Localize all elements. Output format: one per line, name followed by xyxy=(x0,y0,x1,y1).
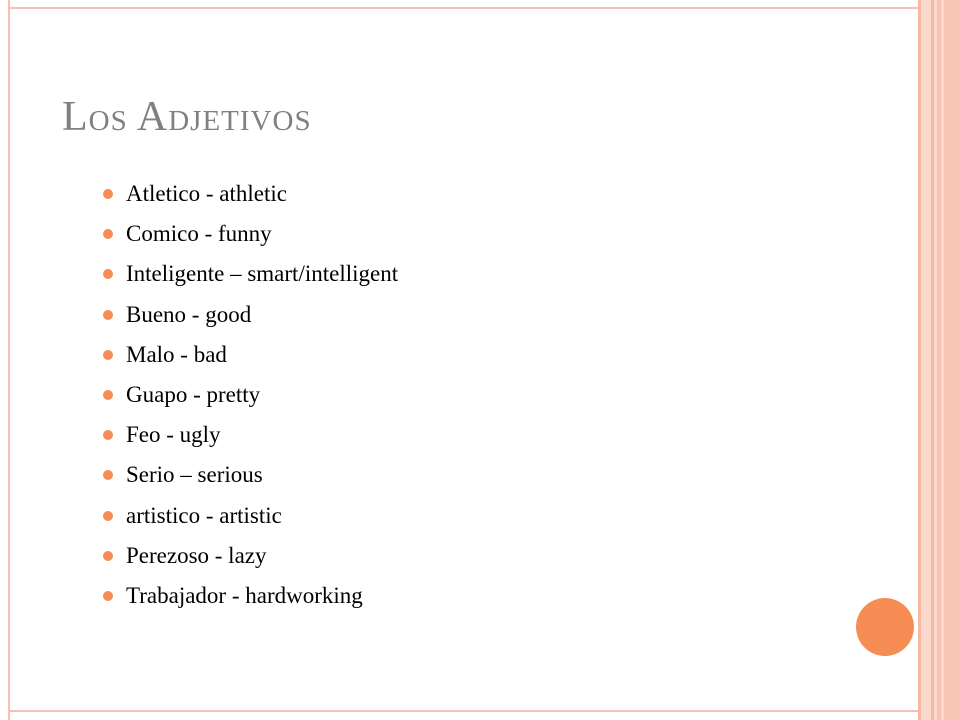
bullet-dot-icon xyxy=(103,189,113,199)
bullet-dot-icon xyxy=(103,390,113,400)
bullet-item xyxy=(103,415,398,455)
bullet-item xyxy=(103,536,398,576)
bullet-item xyxy=(103,455,398,495)
bullet-item xyxy=(103,295,398,335)
slide-title: Los Adjetivos xyxy=(62,94,312,140)
bullet-text: Atletico - athletic xyxy=(126,181,287,207)
bullet-dot-icon xyxy=(103,350,113,360)
bullet-text: Comico - funny xyxy=(126,221,272,247)
frame-top-border xyxy=(8,7,920,9)
bullet-item xyxy=(103,375,398,415)
bullet-text: Inteligente – smart/intelligent xyxy=(126,261,399,287)
bullet-text: artistico - artistic xyxy=(126,502,282,528)
right-band-stripe xyxy=(944,0,960,720)
bullet-dot-icon xyxy=(103,511,113,521)
bullet-dot-icon xyxy=(103,551,113,561)
bullet-text: Perezoso - lazy xyxy=(126,542,267,568)
bullet-dot-icon xyxy=(103,229,113,239)
decorative-circle xyxy=(856,598,914,656)
bullet-item xyxy=(103,174,398,214)
bullet-dot-icon xyxy=(103,591,113,601)
bullet-text: Serio – serious xyxy=(126,462,263,488)
bullet-item xyxy=(103,496,398,536)
bullet-list xyxy=(103,174,398,616)
bullet-item xyxy=(103,254,398,294)
bullet-item xyxy=(103,214,398,254)
right-band-stripe xyxy=(921,0,931,720)
bullet-dot-icon xyxy=(103,430,113,440)
bullet-text: Trabajador - hardworking xyxy=(126,582,363,608)
bullet-text: Bueno - good xyxy=(126,301,252,327)
bullet-item xyxy=(103,576,398,616)
bullet-dot-icon xyxy=(103,269,113,279)
frame-bottom-border xyxy=(8,710,920,712)
bullet-item xyxy=(103,335,398,375)
bullet-dot-icon xyxy=(103,310,113,320)
frame-left-border xyxy=(8,0,10,720)
bullet-text: Malo - bad xyxy=(126,341,227,367)
bullet-dot-icon xyxy=(103,470,113,480)
bullet-text: Guapo - pretty xyxy=(126,382,261,408)
bullet-text: Feo - ugly xyxy=(126,422,221,448)
